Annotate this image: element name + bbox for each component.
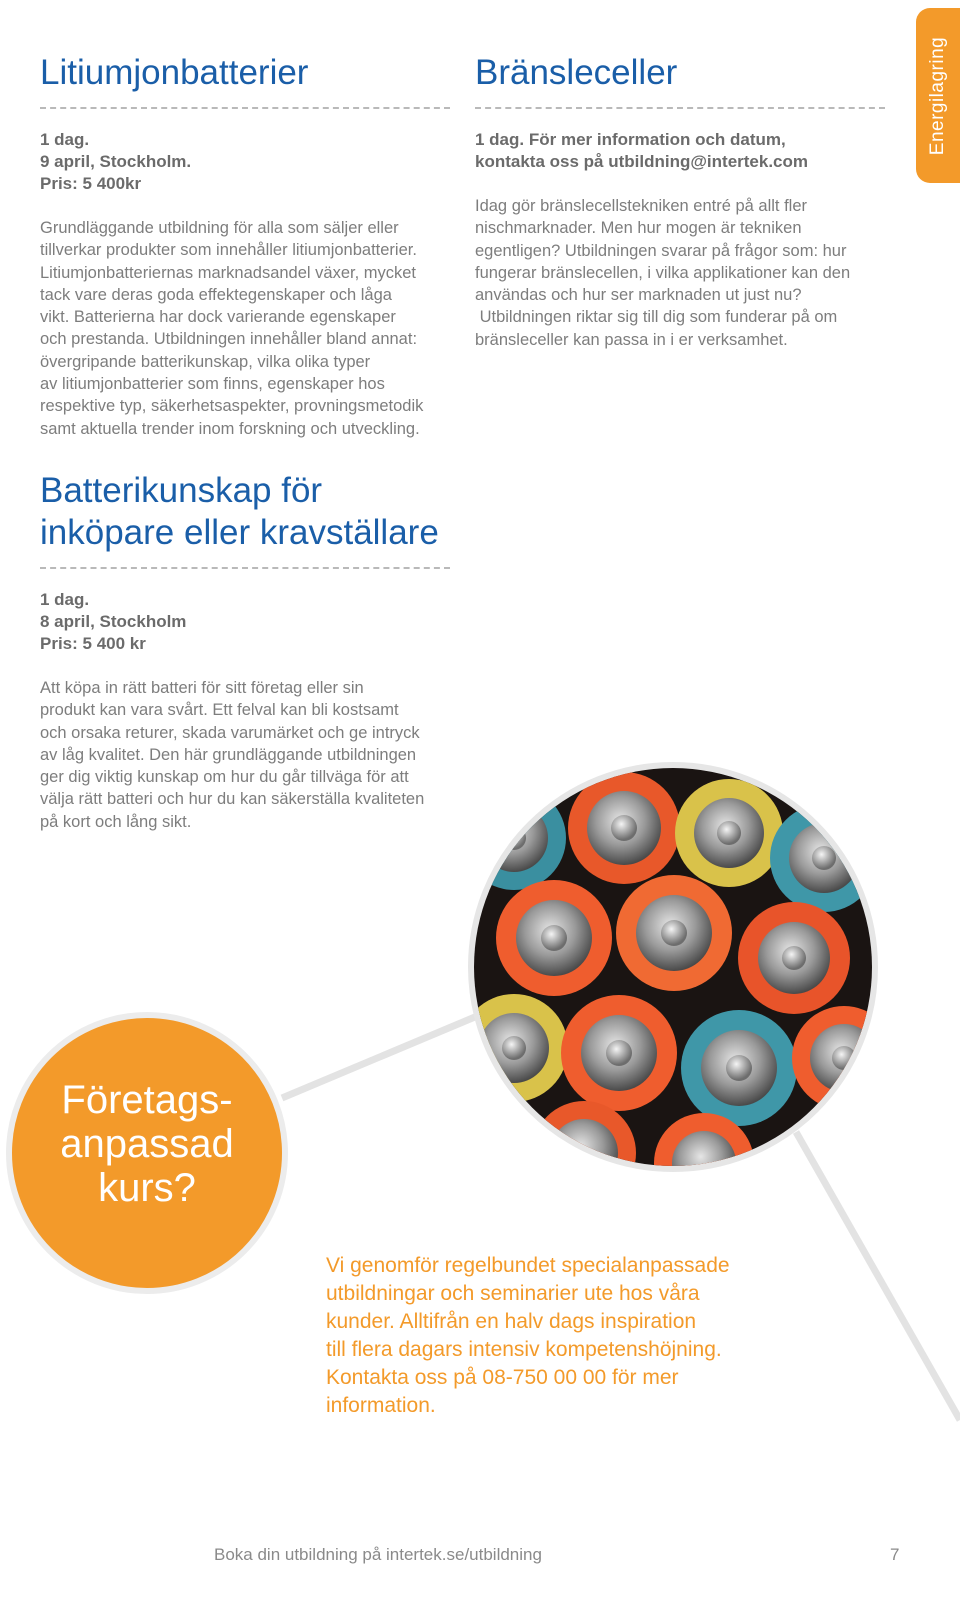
custom-course-text [326, 1252, 730, 1420]
text-line: fungerar bränslecellen, i vilka applikationer kan den [475, 263, 851, 282]
badge-line: anpassad [60, 1122, 234, 1166]
text-line: bränsleceller kan passa in i er verksamhet. [475, 330, 788, 349]
text-line: egentligen? Utbildningen svarar på frågor som: hur [475, 241, 847, 260]
badge-line: kurs? [98, 1166, 196, 1210]
text-line: tack vare deras goda effektegenskaper och låga [40, 285, 392, 304]
promo-line: kunder. Alltifrån en halv dags inspiration [326, 1310, 697, 1333]
meta-duration: 1 dag. [40, 590, 90, 609]
footer-booking-text: Boka din utbildning på intertek.se/utbildning [214, 1545, 542, 1564]
meta-date: 9 april, Stockholm. [40, 152, 192, 171]
course-title: Litiumjonbatterier [40, 53, 309, 92]
text-line: Grundläggande utbildning för alla som säljer eller [40, 219, 399, 237]
custom-course-badge [6, 1012, 288, 1294]
text-line: respektive typ, säkerhetsaspekter, provningsmetodik [40, 397, 424, 416]
text-line: Att köpa in rätt batteri för sitt företag eller sin [40, 679, 364, 697]
page-number: 7 [890, 1545, 900, 1564]
text-line: av litiumjonbatterier som finns, egenskaper hos [40, 375, 385, 394]
section-tab-label: Energilagring [927, 36, 948, 155]
text-line: samt aktuella trender inom forskning och utveckling. [40, 419, 420, 438]
title-line: Batterikunskap för [40, 471, 323, 510]
text-line: vikt. Batterierna har dock varierande egenskaper [40, 308, 396, 327]
text-line: av låg kvalitet. Den här grundläggande utbildningen [40, 745, 417, 764]
text-line: Utbildningen riktar sig till dig som funderar på om [475, 308, 838, 327]
text-line: nischmarknader. Men hur mogen är tekniken [475, 219, 802, 238]
custom-course-heading [12, 1078, 282, 1210]
title-line: inköpare eller kravställare [40, 513, 439, 552]
connector-line-right [796, 1132, 960, 1420]
connector-line-left [282, 1014, 482, 1098]
meta-duration: 1 dag. [40, 130, 90, 149]
text-line: ger dig viktig kunskap om hur du går tillväga för att [40, 768, 409, 787]
text-line: välja rätt batteri och hur du kan säkerställa kvaliteten [40, 790, 425, 809]
badge-line: Företags- [61, 1078, 233, 1122]
meta-price: Pris: 5 400kr [40, 174, 142, 193]
text-line: Litiumjonbatteriernas marknadsandel växer, mycket [40, 263, 417, 282]
batteries-image [474, 768, 872, 1166]
promo-line: utbildningar och seminarier ute hos våra [326, 1282, 700, 1305]
meta-price: Pris: 5 400 kr [40, 634, 146, 653]
text-line: på kort och lång sikt. [40, 812, 192, 831]
text-line: och prestanda. Utbildningen innehåller bland annat: [40, 330, 418, 349]
course-title: Bränsleceller [475, 53, 678, 92]
text-line: produkt kan vara svårt. Ett felval kan bli kostsamt [40, 701, 399, 720]
meta-date: 8 april, Stockholm [40, 612, 187, 631]
promo-line: information. [326, 1394, 436, 1417]
promo-line: Vi genomför regelbundet specialanpassade [326, 1254, 730, 1277]
meta-duration: 1 dag. För mer information och datum, [475, 130, 786, 149]
batteries-photo [468, 762, 878, 1172]
promo-line: Kontakta oss på 08-750 00 00 för mer [326, 1366, 679, 1389]
meta-contact: kontakta oss på utbildning@intertek.com [475, 152, 809, 171]
promo-line: till flera dagars intensiv kompetenshöjning. [326, 1338, 722, 1361]
text-line: övergripande batterikunskap, vilka olika typer [40, 352, 371, 371]
text-line: Idag gör bränslecellstekniken entré på allt fler [475, 197, 808, 215]
text-line: och orsaka returer, skada varumärket och ge intryck [40, 723, 420, 742]
text-line: tillverkar produkter som innehåller litiumjonbatterier. [40, 241, 417, 260]
text-line: användas och hur ser marknaden ut just nu? [475, 286, 802, 305]
